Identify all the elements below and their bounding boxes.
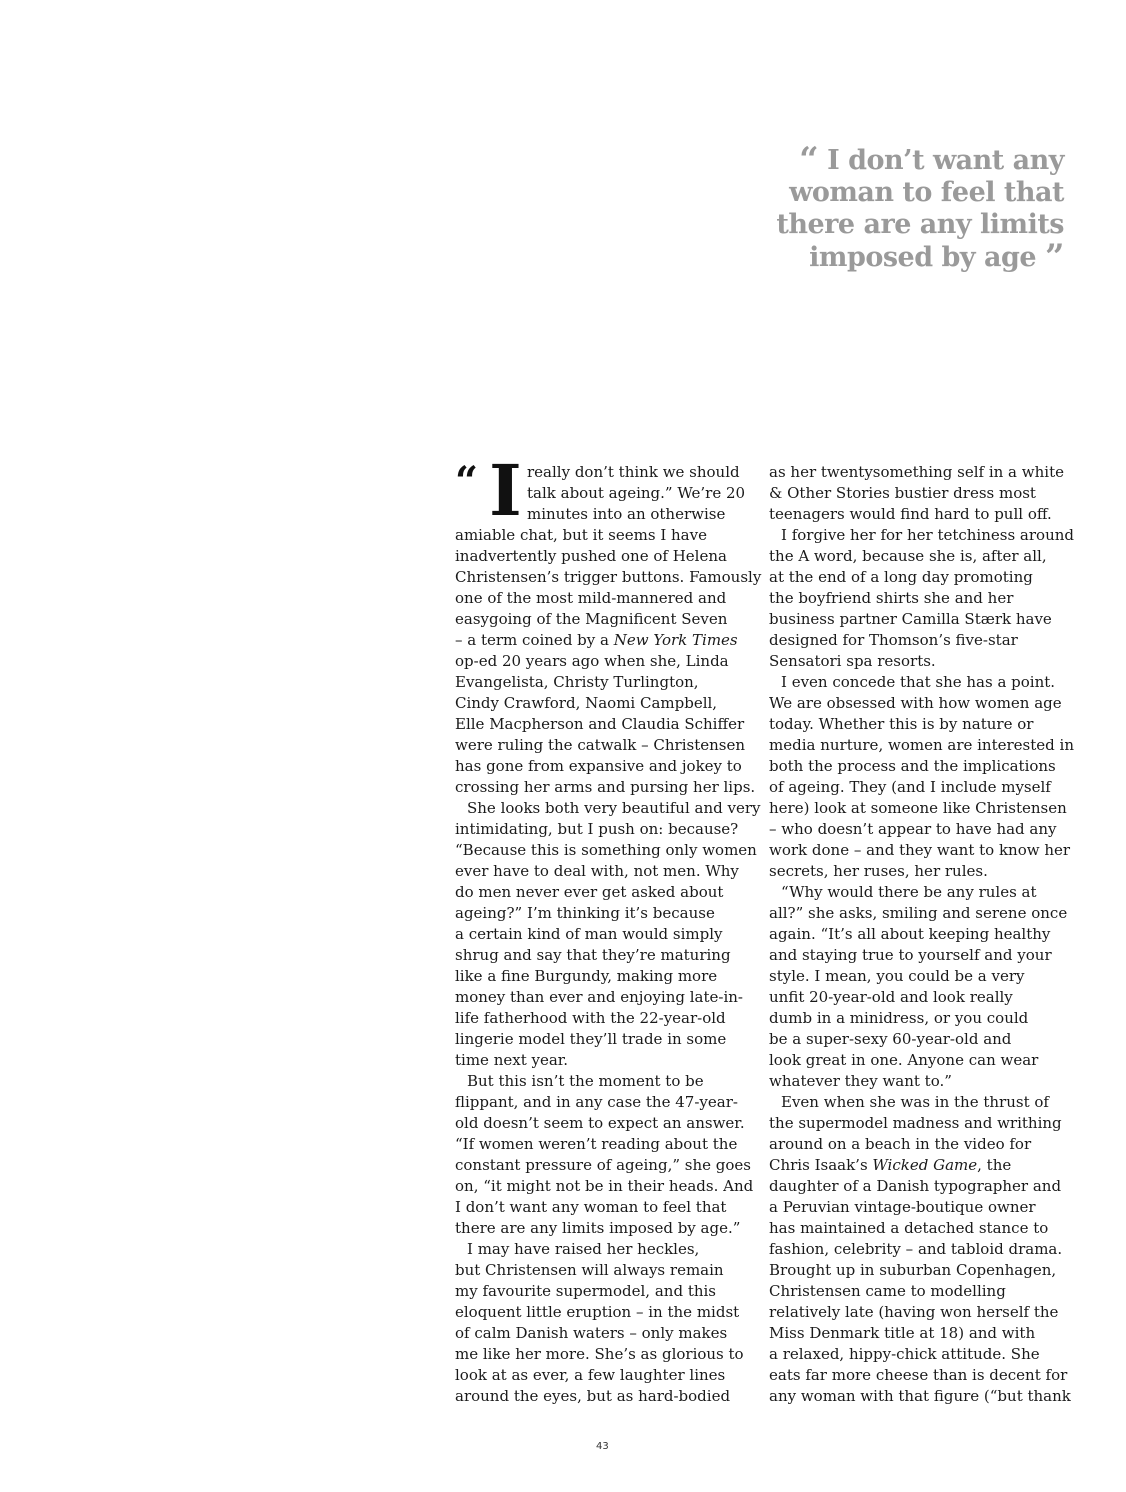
- text-line: unfit 20-year-old and look really: [769, 988, 1013, 1006]
- text-line: designed for Thomson’s five-star: [769, 631, 1018, 649]
- text-line: business partner Camilla Stærk have: [769, 610, 1052, 628]
- text-line: Cindy Crawford, Naomi Campbell,: [455, 694, 718, 712]
- text-line: Evangelista, Christy Turlington,: [455, 673, 699, 691]
- text-line: at the end of a long day promoting: [769, 568, 1033, 586]
- text-line: work done – and they want to know her: [769, 841, 1071, 859]
- text-line: eats far more cheese than is decent for: [769, 1366, 1068, 1384]
- pull-quote-line: there are any limits: [776, 209, 1064, 240]
- text-line: Sensatori spa resorts.: [769, 652, 936, 670]
- paragraph-start-line: She looks both very beautiful and very: [467, 799, 761, 817]
- text-line: but Christensen will always remain: [455, 1261, 724, 1279]
- text-line: as her twentysomething self in a white: [769, 463, 1064, 481]
- text-line: Elle Macpherson and Claudia Schiffer: [455, 715, 745, 733]
- text-line: constant pressure of ageing,” she goes: [455, 1156, 751, 1174]
- text-line: both the process and the implications: [769, 757, 1056, 775]
- text-line: has gone from expansive and jokey to: [455, 757, 742, 775]
- text-line: all?” she asks, smiling and serene once: [769, 904, 1068, 922]
- paragraph-start-line: I even concede that she has a point.: [781, 673, 1056, 691]
- italic-song-title: Wicked Game: [872, 1156, 978, 1174]
- text-line: be a super-sexy 60-year-old and: [769, 1030, 1012, 1048]
- text-line: Christensen came to modelling: [769, 1282, 1006, 1300]
- pull-quote: [760, 140, 1064, 277]
- text-line: a relaxed, hippy-chick attitude. She: [769, 1345, 1040, 1363]
- text-line: and staying true to yourself and your: [769, 946, 1052, 964]
- text-line: Miss Denmark title at 18) and with: [769, 1324, 1036, 1342]
- text-line: the boyfriend shirts she and her: [769, 589, 1014, 607]
- pull-quote-line: “ I don’t want any: [799, 140, 1064, 180]
- text-line: on, “it might not be in their heads. And: [455, 1177, 754, 1195]
- text-line: “If women weren’t reading about the: [455, 1135, 738, 1153]
- paragraph-start-line: But this isn’t the moment to be: [467, 1072, 704, 1090]
- drop-cap-lines: [527, 462, 745, 525]
- text-line: style. I mean, you could be a very: [769, 967, 1025, 985]
- text-line: secrets, her ruses, her rules.: [769, 862, 988, 880]
- text-line: lingerie model they’ll trade in some: [455, 1030, 727, 1048]
- paragraph-start-line: I may have raised her heckles,: [467, 1240, 700, 1258]
- text-line: intimidating, but I push on: because?: [455, 820, 739, 838]
- text-line: ever have to deal with, not men. Why: [455, 862, 739, 880]
- text-line: ageing?” I’m thinking it’s because: [455, 904, 715, 922]
- text-line: teenagers would find hard to pull off.: [769, 505, 1052, 523]
- text-line: talk about ageing.” We’re 20: [527, 484, 746, 502]
- text-line: life fatherhood with the 22-year-old: [455, 1009, 726, 1027]
- text-line: – who doesn’t appear to have had any: [769, 820, 1057, 838]
- text-line: shrug and say that they’re maturing: [455, 946, 731, 964]
- text-line: op-ed 20 years ago when she, Linda: [455, 652, 729, 670]
- text-line: me like her more. She’s as glorious to: [455, 1345, 744, 1363]
- drop-cap-letter: I: [489, 449, 522, 532]
- pull-quote-close-mark: ”: [1044, 237, 1064, 277]
- text-line: were ruling the catwalk – Christensen: [455, 736, 746, 754]
- text-line: crossing her arms and pursing her lips.: [455, 778, 756, 796]
- text-line: any woman with that figure (“but thank: [769, 1387, 1071, 1405]
- text-line: minutes into an otherwise: [527, 505, 726, 523]
- text-line: of calm Danish waters – only makes: [455, 1324, 728, 1342]
- text-line: do men never ever get asked about: [455, 883, 724, 901]
- paragraph-start-line: Even when she was in the thrust of: [781, 1093, 1049, 1111]
- text-line: Christensen’s trigger buttons. Famously: [455, 568, 762, 586]
- text-line: & Other Stories bustier dress most: [769, 484, 1036, 502]
- drop-cap-block: [455, 449, 755, 532]
- text-line: look great in one. Anyone can wear: [769, 1051, 1039, 1069]
- text-line: around the eyes, but as hard-bodied: [455, 1387, 731, 1405]
- page-number-label: 43: [596, 1441, 609, 1452]
- text-line: amiable chat, but it seems I have: [455, 526, 707, 544]
- text-line: Brought up in suburban Copenhagen,: [769, 1261, 1057, 1279]
- text-line: dumb in a minidress, or you could: [769, 1009, 1029, 1027]
- text-line: money than ever and enjoying late-in-: [455, 988, 743, 1006]
- paragraph-start-line: I forgive her for her tetchiness around: [781, 526, 1074, 544]
- text-line: of ageing. They (and I include myself: [769, 778, 1051, 796]
- text-line: – a term coined by a New York Times: [455, 631, 738, 649]
- drop-cap-quote-mark: “: [455, 458, 479, 505]
- article-column-right: [769, 462, 1074, 1407]
- text-line: easygoing of the Magnificent Seven: [455, 610, 728, 628]
- paragraph-start-line: “Why would there be any rules at: [781, 883, 1037, 901]
- text-line: We are obsessed with how women age: [769, 694, 1062, 712]
- text-line: I don’t want any woman to feel that: [455, 1198, 727, 1216]
- text-line: media nurture, women are interested in: [769, 736, 1074, 754]
- text-line: a certain kind of man would simply: [455, 925, 723, 943]
- text-line: flippant, and in any case the 47-year-: [455, 1093, 738, 1111]
- pull-quote-line: imposed by age ”: [809, 237, 1064, 277]
- text-line: here) look at someone like Christensen: [769, 799, 1067, 817]
- text-line: one of the most mild-mannered and: [455, 589, 727, 607]
- text-line: inadvertently pushed one of Helena: [455, 547, 727, 565]
- pull-quote-line: woman to feel that: [789, 177, 1064, 208]
- text-line: like a fine Burgundy, making more: [455, 967, 718, 985]
- italic-publication-name: New York Times: [613, 631, 738, 649]
- text-line: daughter of a Danish typographer and: [769, 1177, 1062, 1195]
- text-line: Chris Isaak’s Wicked Game, the: [769, 1156, 1012, 1174]
- text-line: “Because this is something only women: [455, 841, 757, 859]
- text-line: my favourite supermodel, and this: [455, 1282, 716, 1300]
- pull-quote-open-mark: “: [799, 140, 819, 180]
- text-line: whatever they want to.”: [769, 1072, 952, 1090]
- text-line: the supermodel madness and writhing: [769, 1114, 1062, 1132]
- text-line: has maintained a detached stance to: [769, 1219, 1049, 1237]
- text-line: eloquent little eruption – in the midst: [455, 1303, 740, 1321]
- text-line: fashion, celebrity – and tabloid drama.: [769, 1240, 1063, 1258]
- article-column-left: [455, 449, 762, 1407]
- text-line: there are any limits imposed by age.”: [455, 1219, 741, 1237]
- text-line: around on a beach in the video for: [769, 1135, 1032, 1153]
- text-line: look at as ever, a few laughter lines: [455, 1366, 726, 1384]
- text-line: today. Whether this is by nature or: [769, 715, 1034, 733]
- text-line: the A word, because she is, after all,: [769, 547, 1047, 565]
- text-line: again. “It’s all about keeping healthy: [769, 925, 1051, 943]
- text-line: old doesn’t seem to expect an answer.: [455, 1114, 745, 1132]
- text-line: a Peruvian vintage-boutique owner: [769, 1198, 1036, 1216]
- text-line: relatively late (having won herself the: [769, 1303, 1059, 1321]
- text-line: really don’t think we should: [527, 463, 740, 481]
- text-line: time next year.: [455, 1051, 569, 1069]
